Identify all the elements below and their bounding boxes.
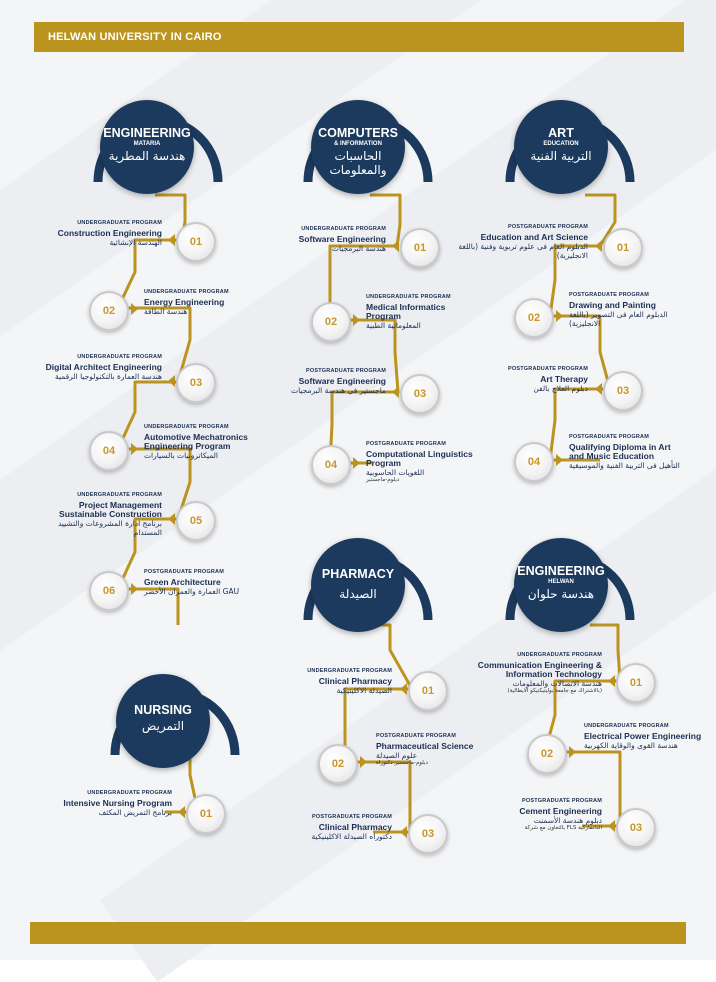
step-node: 02	[311, 302, 351, 342]
program-name: Education and Art Science	[480, 232, 588, 242]
program-name: Art Therapy	[540, 374, 588, 384]
program-note: دبلوم-ماجستير-دكتوراة	[376, 760, 428, 766]
faculty-badge-pharmacy	[311, 538, 405, 632]
program-arabic: علوم الصيدلة	[376, 751, 418, 760]
step-node: 03	[176, 363, 216, 403]
program-type: UNDERGRADUATE PROGRAM	[77, 354, 162, 360]
program-qualifying-diploma	[569, 434, 687, 470]
program-medical-informatics	[366, 294, 476, 330]
arrow-icon	[392, 240, 399, 252]
faculty-subtitle: MATARIA	[133, 141, 161, 147]
program-type: UNDERGRADUATE PROGRAM	[517, 652, 602, 658]
program-arabic: هندسة الطاقة	[144, 307, 188, 316]
arrow-icon	[595, 240, 602, 252]
step-node: 05	[176, 501, 216, 541]
program-arabic: الصيدلة الاكلينيكية	[336, 686, 392, 695]
program-arabic: الهندسة الإنشائية	[109, 238, 162, 247]
program-arabic: التأهيل فى التربية الفنية والموسيقية	[569, 461, 680, 470]
program-name: Digital Architect Engineering	[45, 362, 162, 372]
step-node: 02	[527, 734, 567, 774]
program-type: POSTGRADUATE PROGRAM	[508, 224, 588, 230]
arrow-icon	[353, 314, 360, 326]
program-education-art-science	[450, 224, 588, 260]
step-node: 03	[408, 814, 448, 854]
step-node: 02	[318, 744, 358, 784]
program-type: UNDERGRADUATE PROGRAM	[77, 492, 162, 498]
program-name: Software Engineering	[298, 234, 386, 244]
program-type: UNDERGRADUATE PROGRAM	[87, 790, 172, 796]
step-node: 02	[514, 298, 554, 338]
program-type: UNDERGRADUATE PROGRAM	[366, 294, 451, 300]
program-communication-engineering	[460, 652, 602, 695]
program-note: (بالاشتراك مع جامعة بوليتيكنيكو الايطالية)	[507, 688, 602, 694]
program-construction-engineering	[40, 220, 162, 247]
step-node: 03	[603, 371, 643, 411]
program-name: Clinical Pharmacy	[318, 822, 392, 832]
step-node: 02	[89, 291, 129, 331]
faculty-badge-engineering-helwan	[514, 538, 608, 632]
step-node: 06	[89, 571, 129, 611]
program-arabic: دبلوم العلاج بالفن	[533, 384, 588, 393]
program-type: UNDERGRADUATE PROGRAM	[307, 668, 392, 674]
step-node: 04	[311, 445, 351, 485]
arrow-icon	[392, 386, 399, 398]
program-type: POSTGRADUATE PROGRAM	[508, 366, 588, 372]
step-node: 01	[176, 222, 216, 262]
program-arabic: الميكاترونيات بالسيارات	[144, 451, 218, 460]
faculty-badge-engineering-mataria	[100, 100, 194, 194]
program-type: UNDERGRADUATE PROGRAM	[301, 226, 386, 232]
program-arabic: هندسة البرمجيات	[331, 244, 386, 253]
faculty-title: ART	[548, 126, 574, 140]
program-type: UNDERGRADUATE PROGRAM	[77, 220, 162, 226]
program-clinical-pharmacy-postgraduate	[260, 814, 392, 841]
program-name: Pharmaceutical Science	[376, 741, 474, 751]
program-arabic: برنامج ادارة المشروعات والتشييد المستدام	[57, 519, 162, 537]
faculty-arabic: الحاسبات والمعلومات	[329, 149, 387, 177]
step-node: 04	[89, 431, 129, 471]
faculty-arabic: هندسة حلوان	[527, 587, 595, 601]
arrow-icon	[595, 383, 602, 395]
program-name: Communication Engineering & Information Technology	[477, 660, 602, 679]
arrow-icon	[608, 820, 615, 832]
program-type: POSTGRADUATE PROGRAM	[366, 441, 446, 447]
faculty-subtitle: & INFORMATION	[334, 141, 382, 147]
arrow-icon	[168, 375, 175, 387]
program-name: Intensive Nursing Program	[63, 798, 172, 808]
program-arabic: ماجستير فى هندسة البرمجيات	[291, 386, 386, 395]
footer-bar	[30, 922, 686, 944]
program-electrical-power	[584, 723, 704, 750]
program-type: POSTGRADUATE PROGRAM	[569, 292, 649, 298]
program-name: Medical Informatics Program	[366, 302, 446, 321]
program-type: POSTGRADUATE PROGRAM	[376, 733, 456, 739]
program-name: Energy Engineering	[144, 297, 225, 307]
step-node: 03	[400, 374, 440, 414]
program-clinical-pharmacy	[280, 668, 392, 695]
faculty-arabic: الصيدلة	[339, 587, 377, 601]
program-arabic: اللغويات الحاسوبية	[366, 468, 425, 477]
program-name: Computational Linguistics Program	[366, 449, 473, 468]
step-node: 01	[616, 663, 656, 703]
program-type: POSTGRADUATE PROGRAM	[306, 368, 386, 374]
program-arabic: المعلوماتية الطبية	[366, 321, 421, 330]
faculty-subtitle: HELWAN	[548, 579, 574, 585]
arrow-icon	[608, 675, 615, 687]
program-computational-linguistics	[366, 441, 478, 484]
step-node: 04	[514, 442, 554, 482]
program-note: دبلوم-ماجستير	[366, 477, 400, 483]
program-name: Cement Engineering	[519, 806, 602, 816]
program-name: Automotive Mechatronics Engineering Program	[144, 432, 248, 451]
step-node: 01	[408, 671, 448, 711]
program-digital-architect-engineering	[40, 354, 162, 381]
arrow-icon	[400, 683, 407, 695]
program-name: Qualifying Diploma in Art and Music Education	[569, 442, 671, 461]
program-type: UNDERGRADUATE PROGRAM	[144, 289, 229, 295]
step-node: 01	[400, 228, 440, 268]
program-name: Green Architecture	[144, 577, 221, 587]
program-arabic: دبلوم هندسة الأسمنت	[533, 816, 602, 825]
program-name: Clinical Pharmacy	[318, 676, 392, 686]
arrow-icon	[556, 454, 563, 466]
step-node: 01	[603, 228, 643, 268]
program-pharmaceutical-science	[376, 733, 486, 767]
arrow-icon	[131, 583, 138, 595]
program-type: POSTGRADUATE PROGRAM	[569, 434, 649, 440]
arrow-icon	[168, 513, 175, 525]
arrow-icon	[131, 443, 138, 455]
program-art-therapy	[470, 366, 588, 393]
faculty-subtitle: EDUCATION	[543, 141, 579, 147]
program-note: بالتعاون مع شركة FLS الدانماركية	[524, 825, 602, 831]
program-type: POSTGRADUATE PROGRAM	[144, 569, 224, 575]
program-name: Drawing and Painting	[569, 300, 656, 310]
program-name: Project Management Sustainable Construction	[59, 500, 162, 519]
program-arabic: هندسة العمارة بالتكنولوجيا الرقمية	[54, 372, 162, 381]
faculty-arabic: هندسة المطرية	[108, 149, 186, 163]
faculty-arabic: التمريض	[141, 719, 185, 733]
faculty-title: PHARMACY	[321, 567, 395, 581]
faculty-badge-computers	[311, 100, 405, 194]
faculty-badge-nursing	[116, 674, 210, 768]
program-energy-engineering	[144, 289, 264, 316]
program-drawing-painting	[569, 292, 687, 328]
program-type: POSTGRADUATE PROGRAM	[312, 814, 392, 820]
program-arabic: هندسة القوى والوقاية الكهربية	[584, 741, 678, 750]
program-type: POSTGRADUATE PROGRAM	[522, 798, 602, 804]
faculty-badge-art	[514, 100, 608, 194]
faculty-title: NURSING	[134, 703, 192, 717]
arrow-icon	[569, 746, 576, 758]
program-arabic: العمارة والعمران الأخضر GAU	[144, 587, 240, 596]
arrow-icon	[556, 310, 563, 322]
step-node: 03	[616, 808, 656, 848]
program-name: Construction Engineering	[57, 228, 162, 238]
program-arabic: برنامج التمريض المكثف	[98, 808, 172, 817]
arrow-icon	[360, 756, 367, 768]
program-project-management	[40, 492, 162, 537]
program-arabic: دكتوراه الصيدلة الاكلينيكية	[311, 832, 392, 841]
program-software-engineering-postgraduate	[260, 368, 386, 395]
program-name: Software Engineering	[298, 376, 386, 386]
arrow-icon	[178, 806, 185, 818]
step-node: 01	[186, 794, 226, 834]
program-arabic: الدبلوم العام فى التصوير (باللغة الانجليزية)	[569, 310, 668, 328]
program-automotive-mechatronics	[144, 424, 264, 460]
program-software-engineering	[270, 226, 386, 253]
faculty-title: ENGINEERING	[103, 126, 191, 140]
faculty-title: COMPUTERS	[318, 126, 398, 140]
program-type: UNDERGRADUATE PROGRAM	[584, 723, 669, 729]
program-cement-engineering	[470, 798, 602, 832]
program-arabic: الدبلوم العام فى علوم تربوية وفنية (باللغة الانجليزية)	[458, 242, 588, 260]
arrow-icon	[131, 303, 138, 315]
program-arabic: هندسة الاتصالات والمعلومات	[512, 679, 602, 688]
arrow-icon	[168, 234, 175, 246]
faculty-title: ENGINEERING	[517, 564, 605, 578]
program-intensive-nursing	[50, 790, 172, 817]
arrow-icon	[353, 457, 360, 469]
program-type: UNDERGRADUATE PROGRAM	[144, 424, 229, 430]
faculty-arabic: التربية الفنية	[530, 149, 592, 163]
program-green-architecture	[144, 569, 264, 596]
header-title: HELWAN UNIVERSITY IN CAIRO	[48, 31, 222, 43]
arrow-icon	[400, 826, 407, 838]
program-name: Electrical Power Engineering	[584, 731, 702, 741]
